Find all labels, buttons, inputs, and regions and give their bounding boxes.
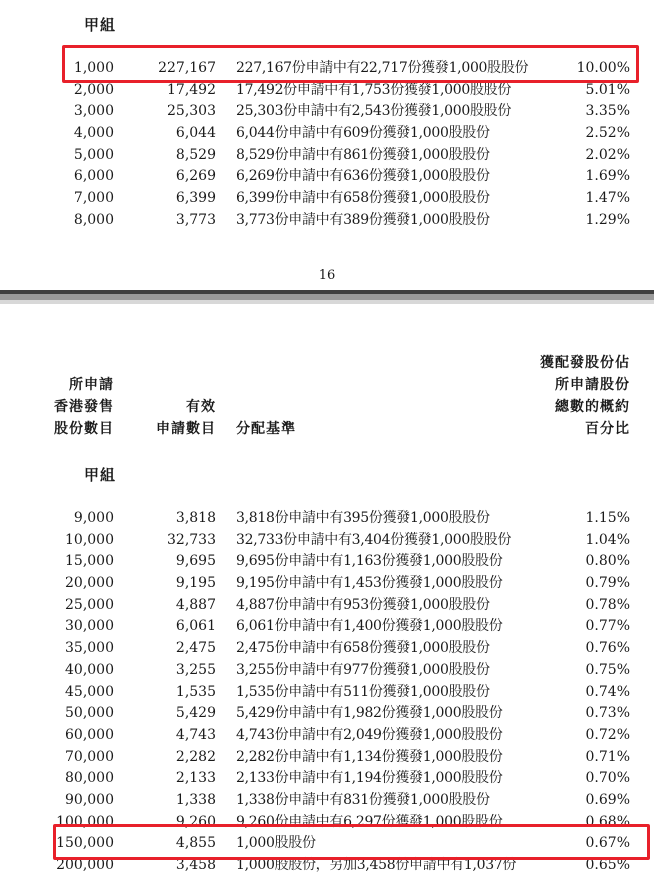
applied-shares: 9,000 — [73, 510, 114, 526]
applied-shares: 8,000 — [73, 211, 114, 228]
valid-applications: 4,743 — [175, 726, 216, 743]
table-row — [0, 660, 654, 682]
table-row — [0, 551, 654, 573]
allocation-percentage: 10.00% — [576, 60, 630, 76]
allocation-basis: 5,429份申請中有1,982份獲發1,000股股份 — [236, 705, 503, 722]
allocation-basis: 2,282份申請中有1,134份獲發1,000股股份 — [236, 748, 503, 765]
applied-shares: 5,000 — [73, 146, 114, 163]
header-line: 申請數目 — [156, 421, 216, 437]
valid-applications: 2,282 — [175, 748, 216, 765]
applied-shares: 7,000 — [73, 190, 114, 207]
applied-shares: 200,000 — [56, 857, 114, 873]
allocation-percentage: 0.67% — [585, 835, 630, 852]
valid-applications: 9,695 — [175, 553, 216, 570]
applied-shares: 150,000 — [56, 835, 114, 852]
allocation-percentage: 2.52% — [585, 125, 630, 142]
allocation-percentage: 3.35% — [585, 103, 630, 120]
valid-applications: 2,133 — [175, 770, 216, 787]
valid-applications: 9,260 — [175, 813, 216, 830]
allocation-percentage: 0.71% — [585, 748, 630, 765]
allocation-basis: 6,269份申請中有636份獲發1,000股股份 — [236, 168, 490, 185]
allocation-percentage: 1.47% — [585, 190, 630, 207]
allocation-basis: 227,167份申請中有22,717份獲發1,000股股份 — [236, 60, 529, 76]
table-row — [0, 638, 654, 660]
header-allocation-basis — [236, 418, 296, 440]
valid-applications: 6,399 — [175, 190, 216, 207]
applied-shares: 50,000 — [65, 705, 114, 722]
allocation-basis: 4,887份申請中有953份獲發1,000股股份 — [236, 596, 490, 613]
valid-applications: 3,458 — [175, 857, 216, 873]
valid-applications: 9,195 — [175, 575, 216, 592]
valid-applications: 32,733 — [167, 531, 216, 548]
valid-applications: 4,887 — [175, 596, 216, 613]
header-line: 所申請股份 — [555, 377, 630, 393]
table-row — [0, 573, 654, 595]
allocation-percentage: 0.78% — [585, 596, 630, 613]
bottom-page — [0, 304, 654, 878]
applied-shares: 2,000 — [73, 81, 114, 98]
allocation-basis: 3,818份申請中有395份獲發1,000股股份 — [236, 510, 490, 526]
applied-shares: 35,000 — [65, 640, 114, 657]
valid-applications: 3,255 — [175, 661, 216, 678]
valid-applications: 25,303 — [167, 103, 216, 120]
table-row — [0, 145, 654, 167]
allocation-percentage: 0.76% — [585, 640, 630, 657]
highlight-box-bottom — [53, 824, 650, 860]
table-row — [0, 166, 654, 188]
allocation-percentage: 0.77% — [585, 618, 630, 635]
allocation-basis: 6,399份申請中有658份獲發1,000股股份 — [236, 190, 490, 207]
highlight-box-top — [62, 45, 639, 83]
table-row — [0, 595, 654, 617]
allocation-basis: 1,000股股份，另加3,458份申請中有1,037份 — [236, 857, 517, 873]
allocation-basis: 1,000股股份 — [236, 835, 316, 852]
valid-applications: 1,535 — [175, 683, 216, 700]
applied-shares: 3,000 — [73, 103, 114, 120]
header-valid-applications — [156, 396, 216, 440]
page-number: 16 — [318, 268, 336, 283]
allocation-basis: 9,195份申請中有1,453份獲發1,000股股份 — [236, 575, 503, 592]
header-applied-shares — [54, 374, 114, 440]
allocation-percentage: 0.72% — [585, 726, 630, 743]
header-line: 所申請 — [69, 377, 114, 393]
applied-shares: 25,000 — [65, 596, 114, 613]
table-row — [0, 210, 654, 232]
allocation-percentage: 1.04% — [585, 531, 630, 548]
applied-shares: 90,000 — [65, 791, 114, 808]
applied-shares: 4,000 — [73, 125, 114, 142]
header-allocation-percentage — [540, 352, 630, 440]
header-line: 獲配發股份佔 — [540, 355, 630, 371]
header-line: 股份數目 — [54, 421, 114, 437]
allocation-basis: 1,535份申請中有511份獲發1,000股股份 — [236, 683, 490, 700]
allocation-basis: 6,061份申請中有1,400份獲發1,000股股份 — [236, 618, 503, 635]
allocation-percentage: 0.69% — [585, 791, 630, 808]
allocation-percentage: 0.70% — [585, 770, 630, 787]
table-row — [0, 682, 654, 704]
applied-shares: 40,000 — [65, 661, 114, 678]
applied-shares: 20,000 — [65, 575, 114, 592]
top-page — [0, 0, 654, 290]
header-line: 香港發售 — [54, 399, 114, 415]
allocation-basis: 3,255份申請中有977份獲發1,000股股份 — [236, 661, 490, 678]
allocation-percentage: 1.69% — [585, 168, 630, 185]
allocation-basis: 17,492份申請中有1,753份獲發1,000股股份 — [236, 81, 512, 98]
applied-shares: 60,000 — [65, 726, 114, 743]
valid-applications: 3,773 — [175, 211, 216, 228]
allocation-basis: 3,773份申請中有389份獲發1,000股股份 — [236, 211, 490, 228]
allocation-basis: 6,044份申請中有609份獲發1,000股股份 — [236, 125, 490, 142]
valid-applications: 227,167 — [158, 60, 216, 76]
valid-applications: 1,338 — [175, 791, 216, 808]
valid-applications: 6,061 — [175, 618, 216, 635]
applied-shares: 70,000 — [65, 748, 114, 765]
allocation-basis: 1,338份申請中有831份獲發1,000股股份 — [236, 791, 490, 808]
allocation-percentage: 0.68% — [585, 813, 630, 830]
allocation-basis: 9,695份申請中有1,163份獲發1,000股股份 — [236, 553, 503, 570]
table-row — [0, 188, 654, 210]
allocation-basis: 25,303份申請中有2,543份獲發1,000股股份 — [236, 103, 512, 120]
valid-applications: 3,818 — [175, 510, 216, 526]
allocation-percentage: 1.29% — [585, 211, 630, 228]
allocation-percentage: 2.02% — [585, 146, 630, 163]
group-label-bottom: 甲組 — [84, 466, 117, 484]
allocation-percentage: 0.80% — [585, 553, 630, 570]
table-row — [0, 747, 654, 769]
group-label-top: 甲組 — [84, 16, 117, 34]
table-row — [0, 530, 654, 552]
allocation-percentage: 0.73% — [585, 705, 630, 722]
allocation-basis: 9,260份申請中有6,297份獲發1,000股股份 — [236, 813, 503, 830]
valid-applications: 8,529 — [175, 146, 216, 163]
header-line: 總數的概約 — [555, 399, 630, 415]
allocation-basis: 2,133份申請中有1,194份獲發1,000股股份 — [236, 770, 503, 787]
valid-applications: 6,044 — [175, 125, 216, 142]
table-row — [0, 725, 654, 747]
applied-shares: 10,000 — [65, 531, 114, 548]
valid-applications: 4,855 — [175, 835, 216, 852]
valid-applications: 5,429 — [175, 705, 216, 722]
top-allocation-table — [0, 58, 654, 232]
valid-applications: 6,269 — [175, 168, 216, 185]
allocation-percentage: 1.15% — [585, 510, 630, 526]
allocation-percentage: 5.01% — [585, 81, 630, 98]
table-row — [0, 616, 654, 638]
allocation-basis: 4,743份申請中有2,049份獲發1,000股股份 — [236, 726, 503, 743]
allocation-percentage: 0.75% — [585, 661, 630, 678]
applied-shares: 80,000 — [65, 770, 114, 787]
header-line: 分配基準 — [236, 421, 296, 437]
valid-applications: 2,475 — [175, 640, 216, 657]
allocation-percentage: 0.65% — [585, 857, 630, 873]
allocation-basis: 2,475份申請中有658份獲發1,000股股份 — [236, 640, 490, 657]
allocation-percentage: 0.74% — [585, 683, 630, 700]
table-row — [0, 790, 654, 812]
allocation-basis: 8,529份申請中有861份獲發1,000股股份 — [236, 146, 490, 163]
applied-shares: 1,000 — [73, 60, 114, 76]
allocation-percentage: 0.79% — [585, 575, 630, 592]
applied-shares: 100,000 — [56, 813, 114, 830]
table-row — [0, 123, 654, 145]
valid-applications: 17,492 — [167, 81, 216, 98]
applied-shares: 6,000 — [73, 168, 114, 185]
page-divider — [0, 290, 654, 304]
header-line: 有效 — [186, 399, 216, 415]
table-row — [0, 768, 654, 790]
applied-shares: 30,000 — [65, 618, 114, 635]
header-line: 百分比 — [585, 421, 630, 437]
bottom-allocation-table — [0, 508, 654, 877]
table-row — [0, 703, 654, 725]
applied-shares: 45,000 — [65, 683, 114, 700]
applied-shares: 15,000 — [65, 553, 114, 570]
table-row — [0, 101, 654, 123]
table-row — [0, 508, 654, 530]
allocation-basis: 32,733份申請中有3,404份獲發1,000股股份 — [236, 531, 512, 548]
